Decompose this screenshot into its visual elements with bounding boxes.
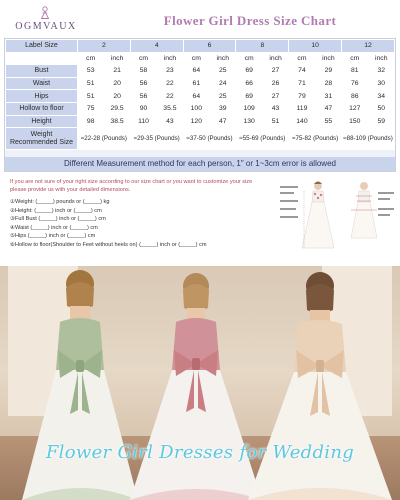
table-cell: 47 [210, 115, 236, 128]
unit-cell: inch [368, 52, 395, 65]
unit-cell: inch [104, 52, 130, 65]
hips-line: ⑤Hips (_____) inch or (_____) cm [10, 233, 96, 239]
table-cell: 79 [289, 90, 315, 103]
table-cell: 59 [368, 115, 395, 128]
table-cell: 30 [368, 77, 395, 90]
weight-cell: ≈22-28 (Pounds) [78, 128, 131, 150]
table-cell: 20 [104, 77, 130, 90]
table-cell: 43 [157, 115, 183, 128]
custom-size-instructions [10, 178, 272, 249]
header [0, 0, 400, 38]
table-cell: 127 [342, 102, 368, 115]
table-cell: 66 [236, 77, 262, 90]
brand-logo [8, 6, 84, 34]
size-2-header: 2 [78, 40, 131, 53]
table-cell: 119 [289, 102, 315, 115]
height-line: ②Height: (_____) inch or (_____) cm [10, 207, 102, 214]
intro-text-1: If you are not sure of your right size according to our size chart or you want to customize your size [10, 179, 253, 185]
hollow-to-floor-line: ⑥Hollow to floor(Shoulder to Feet without heels on) (_____) inch or (_____) cm [10, 241, 207, 248]
size-4-header: 4 [130, 40, 183, 53]
table-cell: 24 [210, 77, 236, 90]
table-cell: 34 [368, 90, 395, 103]
table-cell: 51 [78, 77, 104, 90]
weight-row-label: Weight Recommended Size [6, 128, 78, 150]
table-cell: 74 [289, 65, 315, 78]
unit-cell: cm [342, 52, 368, 65]
table-cell: 90 [130, 102, 156, 115]
table-cell: 150 [342, 115, 368, 128]
table-cell: 55 [315, 115, 341, 128]
unit-cell: inch [157, 52, 183, 65]
table-cell: 56 [130, 77, 156, 90]
table-row [6, 102, 395, 115]
table-cell: 69 [236, 65, 262, 78]
size-header-row [6, 40, 395, 53]
weight-cell: ≈88-109 (Pounds) [342, 128, 395, 150]
weight-cell: ≈75-82 (Pounds) [289, 128, 342, 150]
table-cell: 27 [262, 65, 288, 78]
bust-line: ③Full Bust (_____) inch or (_____) cm [10, 216, 106, 222]
table-cell: 64 [183, 90, 209, 103]
girls-in-dresses-illustration [0, 266, 400, 500]
girl-icon [38, 6, 52, 20]
table-cell: 25 [210, 90, 236, 103]
table-cell: 21 [104, 65, 130, 78]
table-cell: 76 [342, 77, 368, 90]
size-12-header: 12 [342, 40, 395, 53]
table-cell: 47 [315, 102, 341, 115]
table-cell: 38.5 [104, 115, 130, 128]
row-label: Hollow to floor [6, 102, 78, 115]
table-row [6, 90, 395, 103]
unit-cell: cm [78, 52, 104, 65]
unit-cell: cm [236, 52, 262, 65]
table-cell: 25 [210, 65, 236, 78]
table-cell: 20 [104, 90, 130, 103]
table-cell: 140 [289, 115, 315, 128]
table-cell: 31 [315, 90, 341, 103]
table-cell: 58 [130, 65, 156, 78]
unit-cell: cm [130, 52, 156, 65]
table-cell: 75 [78, 102, 104, 115]
weight-line: ①Weight: (_____) pounds or (_____) kg [10, 199, 110, 205]
table-row [6, 65, 395, 78]
size-chart-table [4, 38, 396, 172]
page-title: Flower Girl Dress Size Chart [163, 13, 337, 28]
intro-text-2: please provide us with your detailed dimensions. [10, 187, 131, 193]
table-cell: 61 [183, 77, 209, 90]
row-label: Bust [6, 65, 78, 78]
table-cell: 56 [130, 90, 156, 103]
table-cell: 81 [342, 65, 368, 78]
table-cell: 23 [157, 65, 183, 78]
table-cell: 32 [368, 65, 395, 78]
measurement-form [10, 198, 272, 249]
table-cell: 110 [130, 115, 156, 128]
pink-dress-girl [130, 273, 262, 500]
weight-row [6, 128, 395, 150]
sage-dress-girl [22, 270, 138, 500]
table-cell: 86 [342, 90, 368, 103]
table-cell: 109 [236, 102, 262, 115]
table-cell: 100 [183, 102, 209, 115]
table-cell: 27 [262, 90, 288, 103]
waist-line: ④Waist (_____) inch or (_____) cm [10, 224, 98, 231]
size-10-header: 10 [289, 40, 342, 53]
brand-name: OGMVAUX [15, 21, 77, 32]
table-cell: 120 [183, 115, 209, 128]
table-cell: 64 [183, 65, 209, 78]
row-label: Hips [6, 90, 78, 103]
table-cell: 28 [315, 77, 341, 90]
table-cell: 51 [262, 115, 288, 128]
unit-cell: inch [210, 52, 236, 65]
table-cell: 71 [289, 77, 315, 90]
size-8-header: 8 [236, 40, 289, 53]
photo-caption: Flower Girl Dresses for Wedding [45, 442, 355, 463]
row-label: Height [6, 115, 78, 128]
measurement-diagram [278, 178, 396, 258]
table-cell: 39 [210, 102, 236, 115]
weight-cell: ≈29-35 (Pounds) [130, 128, 183, 150]
table-cell: 29.5 [104, 102, 130, 115]
size-6-header: 6 [183, 40, 236, 53]
table-cell: 22 [157, 90, 183, 103]
table-cell: 69 [236, 90, 262, 103]
table-cell: 29 [315, 65, 341, 78]
unit-cell: cm [289, 52, 315, 65]
unit-cell: cm [183, 52, 209, 65]
champagne-dress-girl [248, 272, 392, 500]
table-cell: 53 [78, 65, 104, 78]
unit-cell: inch [262, 52, 288, 65]
table-row [6, 77, 395, 90]
weight-cell: ≈55-69 (Pounds) [236, 128, 289, 150]
measurement-note: Different Measurement method for each person, 1" or 1~3cm error is allowed [5, 157, 395, 171]
table-cell: 43 [262, 102, 288, 115]
row-label: Waist [6, 77, 78, 90]
weight-cell: ≈37-50 (Pounds) [183, 128, 236, 150]
table-cell: 98 [78, 115, 104, 128]
table-cell: 35.5 [157, 102, 183, 115]
table-row [6, 115, 395, 128]
unit-row-label [6, 52, 78, 65]
table-cell: 50 [368, 102, 395, 115]
table-cell: 22 [157, 77, 183, 90]
unit-row [6, 52, 395, 65]
table-cell: 51 [78, 90, 104, 103]
table-cell: 26 [262, 77, 288, 90]
table-cell: 130 [236, 115, 262, 128]
unit-cell: inch [315, 52, 341, 65]
dresses-photo [0, 266, 400, 500]
label-size-header: Label Size [6, 40, 78, 53]
